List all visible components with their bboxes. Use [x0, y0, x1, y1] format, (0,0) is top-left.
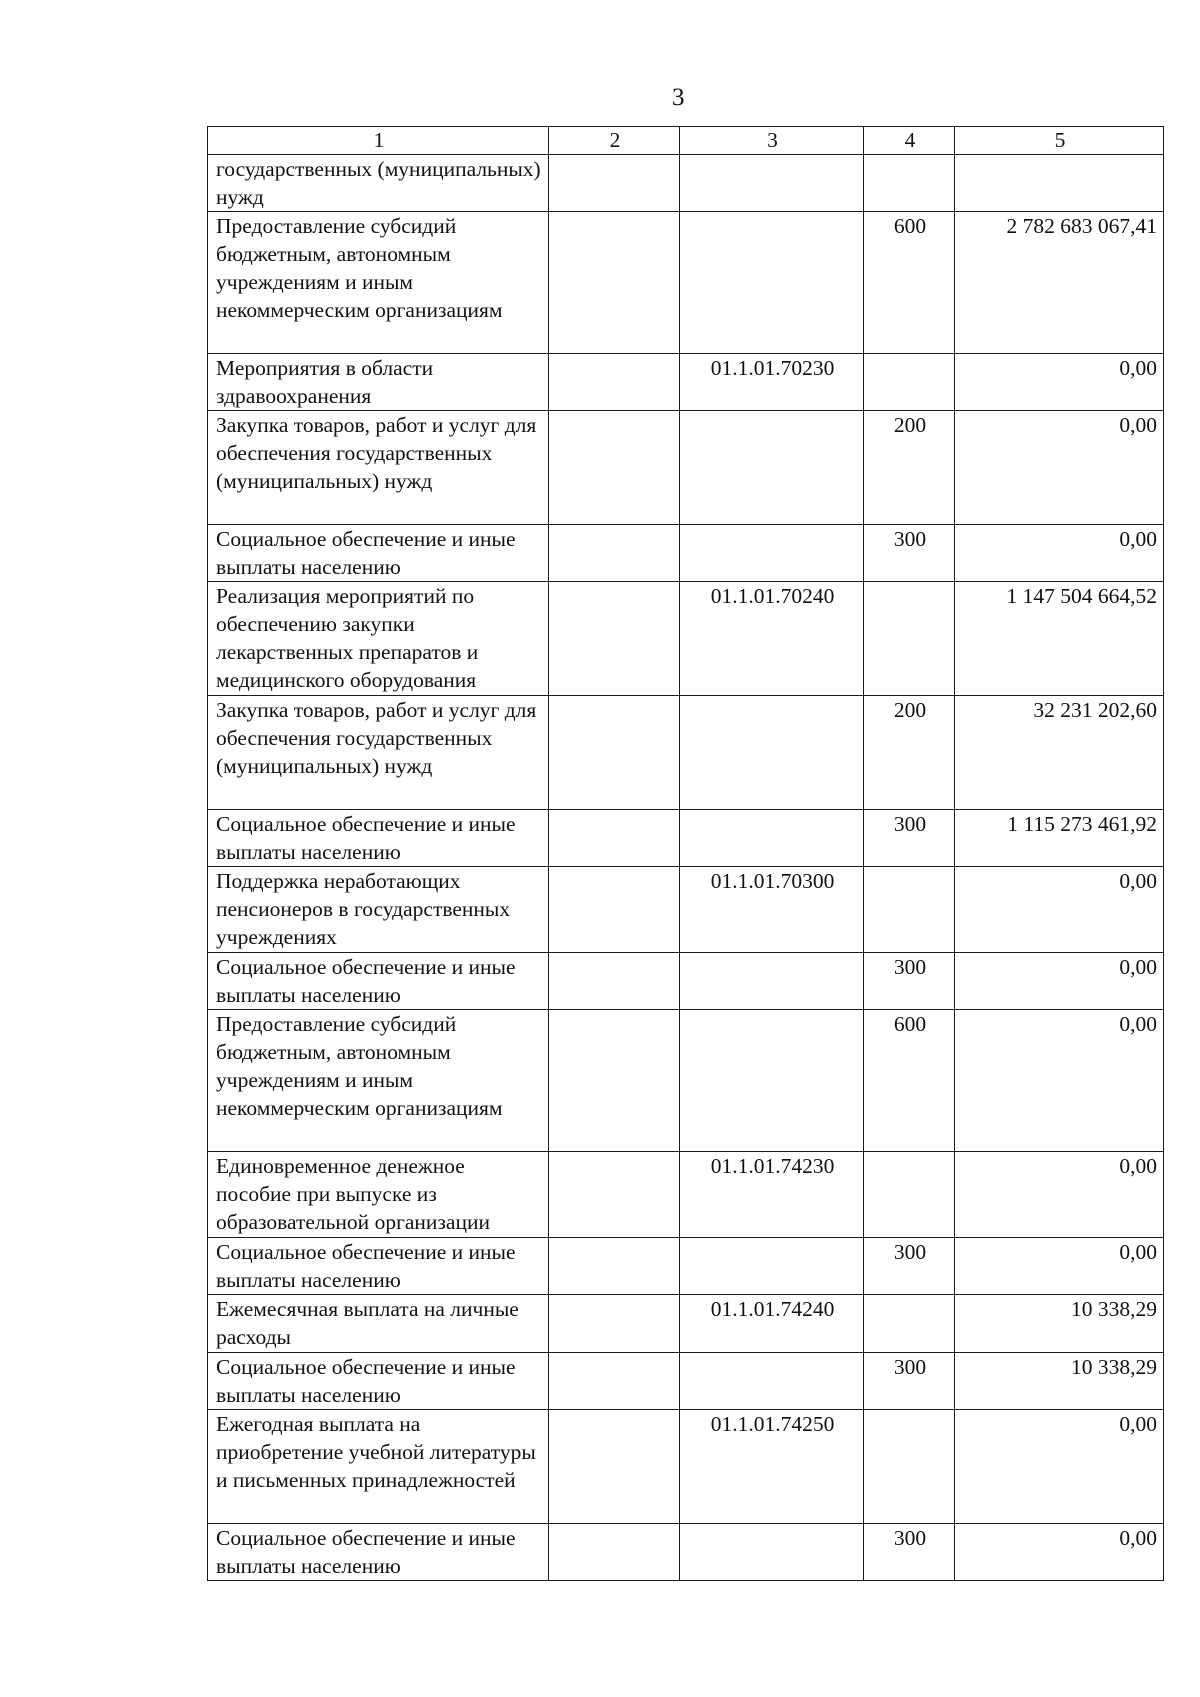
table-row — [208, 1295, 1164, 1353]
table-row — [208, 1010, 1164, 1152]
row-name-cell: Социальное обеспечение и иные выплаты населению — [208, 1238, 549, 1295]
row-amount-cell: 0,00 — [955, 525, 1164, 582]
table-row — [208, 354, 1164, 411]
row-code-cell — [680, 1010, 864, 1152]
row-code-cell — [680, 1353, 864, 1410]
row-name-cell: Поддержка неработающих пенсионеров в государственных учреждениях — [208, 867, 549, 953]
row-name-cell: Реализация мероприятий по обеспечению закупки лекарственных препаратов и медицинского оборудования — [208, 582, 549, 696]
table-row — [208, 155, 1164, 212]
table-row — [208, 525, 1164, 582]
row-type-cell: 300 — [864, 1238, 955, 1295]
row-amount-cell: 10 338,29 — [955, 1353, 1164, 1410]
row-name-cell: Социальное обеспечение и иные выплаты населению — [208, 525, 549, 582]
row-type-cell: 200 — [864, 411, 955, 525]
row-name-cell: Социальное обеспечение и иные выплаты населению — [208, 810, 549, 867]
row-type-cell: 300 — [864, 953, 955, 1010]
row-type-cell: 200 — [864, 696, 955, 810]
header-col-5: 5 — [955, 127, 1164, 155]
row-amount-cell: 1 115 273 461,92 — [955, 810, 1164, 867]
row-col-2-cell — [549, 810, 680, 867]
budget-table — [207, 126, 1164, 1581]
row-type-cell — [864, 1295, 955, 1353]
row-amount-cell: 0,00 — [955, 1238, 1164, 1295]
table-row — [208, 1152, 1164, 1238]
row-code-cell — [680, 953, 864, 1010]
row-type-cell — [864, 867, 955, 953]
row-col-2-cell — [549, 696, 680, 810]
row-name-cell: Мероприятия в области здравоохранения — [208, 354, 549, 411]
row-code-cell — [680, 696, 864, 810]
row-code-cell — [680, 1238, 864, 1295]
table-row — [208, 1524, 1164, 1581]
row-name-cell: Ежегодная выплата на приобретение учебной литературы и письменных принадлежностей — [208, 1410, 549, 1524]
row-name-cell: Закупка товаров, работ и услуг для обеспечения государственных (муниципальных) нужд — [208, 411, 549, 525]
row-col-2-cell — [549, 1238, 680, 1295]
row-name-cell: Ежемесячная выплата на личные расходы — [208, 1295, 549, 1353]
row-type-cell — [864, 1410, 955, 1524]
row-type-cell: 300 — [864, 525, 955, 582]
header-row — [208, 127, 1164, 155]
row-col-2-cell — [549, 1410, 680, 1524]
row-amount-cell: 0,00 — [955, 411, 1164, 525]
table-row — [208, 953, 1164, 1010]
row-type-cell: 300 — [864, 1353, 955, 1410]
header-col-4: 4 — [864, 127, 955, 155]
row-code-cell: 01.1.01.74230 — [680, 1152, 864, 1238]
row-name-cell: Единовременное денежное пособие при выпуске из образовательной организации — [208, 1152, 549, 1238]
row-col-2-cell — [549, 953, 680, 1010]
row-col-2-cell — [549, 1152, 680, 1238]
row-col-2-cell — [549, 582, 680, 696]
header-col-2: 2 — [549, 127, 680, 155]
row-type-cell — [864, 1152, 955, 1238]
row-name-cell: Закупка товаров, работ и услуг для обеспечения государственных (муниципальных) нужд — [208, 696, 549, 810]
table-row — [208, 810, 1164, 867]
row-col-2-cell — [549, 1524, 680, 1581]
row-col-2-cell — [549, 1295, 680, 1353]
table-row — [208, 582, 1164, 696]
table-row — [208, 212, 1164, 354]
row-code-cell — [680, 212, 864, 354]
row-amount-cell: 10 338,29 — [955, 1295, 1164, 1353]
row-amount-cell: 0,00 — [955, 354, 1164, 411]
header-col-1: 1 — [208, 127, 549, 155]
row-code-cell: 01.1.01.74240 — [680, 1295, 864, 1353]
row-code-cell: 01.1.01.70300 — [680, 867, 864, 953]
row-type-cell — [864, 582, 955, 696]
header-col-3: 3 — [680, 127, 864, 155]
row-name-cell: Предоставление субсидий бюджетным, автономным учреждениям и иным некоммерческим организациям — [208, 1010, 549, 1152]
row-name-cell: Социальное обеспечение и иные выплаты населению — [208, 953, 549, 1010]
row-code-cell: 01.1.01.74250 — [680, 1410, 864, 1524]
table-row — [208, 1353, 1164, 1410]
row-amount-cell: 0,00 — [955, 867, 1164, 953]
row-amount-cell — [955, 155, 1164, 212]
row-name-cell: Предоставление субсидий бюджетным, автономным учреждениям и иным некоммерческим организациям — [208, 212, 549, 354]
row-name-cell: Социальное обеспечение и иные выплаты населению — [208, 1353, 549, 1410]
table-row — [208, 1410, 1164, 1524]
row-col-2-cell — [549, 867, 680, 953]
row-code-cell — [680, 155, 864, 212]
row-code-cell: 01.1.01.70240 — [680, 582, 864, 696]
row-amount-cell: 0,00 — [955, 953, 1164, 1010]
row-amount-cell: 2 782 683 067,41 — [955, 212, 1164, 354]
row-type-cell — [864, 354, 955, 411]
table-row — [208, 867, 1164, 953]
row-type-cell: 300 — [864, 1524, 955, 1581]
table-row — [208, 411, 1164, 525]
page-number: 3 — [672, 84, 685, 111]
row-code-cell — [680, 525, 864, 582]
row-code-cell: 01.1.01.70230 — [680, 354, 864, 411]
table-row — [208, 696, 1164, 810]
row-code-cell — [680, 810, 864, 867]
row-type-cell: 600 — [864, 1010, 955, 1152]
row-col-2-cell — [549, 525, 680, 582]
row-amount-cell: 0,00 — [955, 1010, 1164, 1152]
row-col-2-cell — [549, 354, 680, 411]
row-col-2-cell — [549, 212, 680, 354]
row-col-2-cell — [549, 155, 680, 212]
row-amount-cell: 0,00 — [955, 1524, 1164, 1581]
row-col-2-cell — [549, 411, 680, 525]
row-amount-cell: 32 231 202,60 — [955, 696, 1164, 810]
row-col-2-cell — [549, 1353, 680, 1410]
row-amount-cell: 0,00 — [955, 1410, 1164, 1524]
row-col-2-cell — [549, 1010, 680, 1152]
table-row — [208, 1238, 1164, 1295]
row-type-cell: 300 — [864, 810, 955, 867]
row-amount-cell: 0,00 — [955, 1152, 1164, 1238]
row-code-cell — [680, 411, 864, 525]
row-type-cell — [864, 155, 955, 212]
row-code-cell — [680, 1524, 864, 1581]
row-type-cell: 600 — [864, 212, 955, 354]
row-name-cell: государственных (муниципальных) нужд — [208, 155, 549, 212]
table-body — [208, 155, 1164, 1581]
row-name-cell: Социальное обеспечение и иные выплаты населению — [208, 1524, 549, 1581]
row-amount-cell: 1 147 504 664,52 — [955, 582, 1164, 696]
